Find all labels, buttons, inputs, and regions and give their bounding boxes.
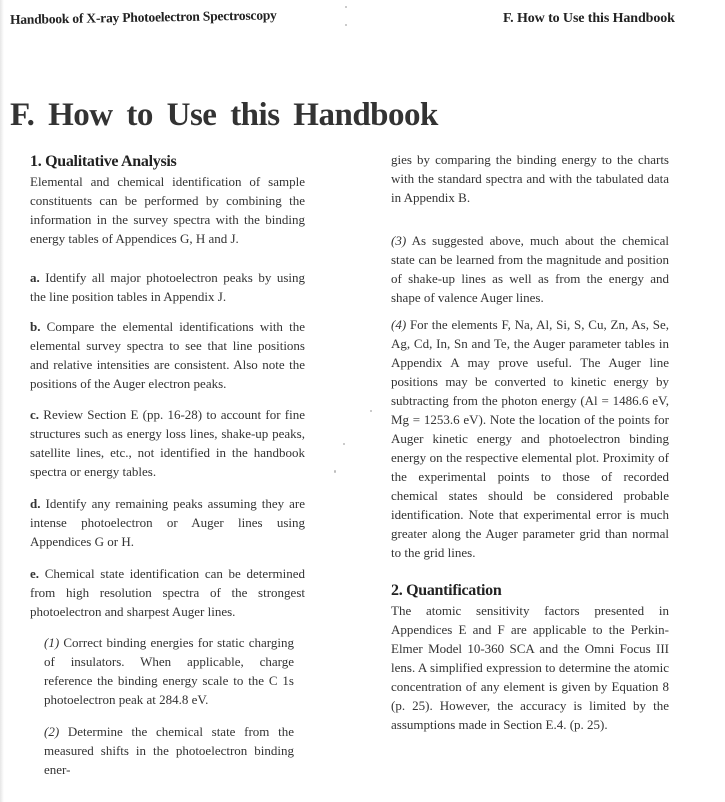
list-item-e	[30, 564, 305, 621]
item-text: Compare the elemental identifications with the elemental survey spectra to see that line positions and relative intensities are consistent. Also note the positions of the Auger electron peaks.	[30, 319, 305, 391]
scan-speck	[345, 24, 347, 26]
section-heading: 1. Qualitative Analysis	[30, 153, 177, 170]
list-item-d	[30, 494, 305, 551]
item-label: e.	[30, 566, 40, 581]
item-label: a.	[30, 270, 40, 285]
item-label: d.	[30, 496, 41, 511]
sub-item-4	[391, 315, 669, 562]
scan-speck	[334, 470, 336, 473]
sub-item-1	[44, 633, 294, 709]
sub-item-text-continued: gies by comparing the binding energy to the charts with the standard spectra and with the tabulated data in Appendix B.	[391, 152, 669, 205]
item-text: Identify all major photoelectron peaks by using the line position tables in Appendix J.	[30, 270, 306, 304]
section-qualitative-analysis	[30, 152, 305, 248]
running-header-section-title: F. How to Use this Handbook	[503, 11, 675, 26]
list-item-a	[30, 268, 305, 306]
section-text: The atomic sensitivity factors presented in Appendices E and F are applicable to the Perkin-Elmer Model 10-360 SCA and the Omni Focus III lens. A simplified expression to determine the atomic concentration of any element is given by Equation 8 (p. 25). However, the accuracy is limited by the assumptions made in Section E.4. (p. 25).	[391, 603, 669, 732]
scan-speck	[345, 6, 347, 8]
section-intro: Elemental and chemical identification of sample constituents can be performed by combining the information in the survey spectra with the binding energy tables of Appendices G, H and J.	[30, 174, 305, 246]
sub-item-text: For the elements F, Na, Al, Si, S, Cu, Zn, As, Se, Ag, Cd, In, Sn and Te, the Auger parameter tables in Appendix A may prove useful. The Auger line positions may be converted to kinetic energy by subtracting from the photon energy (Al = 1486.6 eV, Mg = 1253.6 eV). Note the location of the points for Auger kinetic energy and photoelectron binding energy on the respective elemental plot. Proximity of the experimental points to those of recorded chemical states should be considered probable identification. Note that experimental error is much greater along the Auger parameter grid than normal to the grid lines.	[391, 317, 669, 560]
page-title: F. How to Use this Handbook	[10, 97, 438, 133]
sub-item-2-part1	[44, 722, 294, 779]
sub-item-label: (3)	[391, 233, 407, 248]
sub-item-label: (1)	[44, 635, 60, 650]
section-heading: 2. Quantification	[391, 582, 502, 599]
sub-item-text: As suggested above, much about the chemical state can be learned from the magnitude and position of shake-up lines as well as from the energy and shape of valence Auger lines.	[391, 233, 669, 305]
sub-item-2-part2	[391, 150, 669, 207]
sub-item-text: Correct binding energies for static charging of insulators. When applicable, charge reference the binding energy scale to the C 1s photoelectron peak at 284.8 eV.	[44, 635, 294, 707]
scan-speck	[343, 443, 345, 445]
scan-speck	[370, 410, 372, 412]
sub-item-3	[391, 231, 669, 307]
running-header-book-title: Handbook of X-ray Photoelectron Spectroscopy	[9, 7, 277, 27]
list-item-c	[30, 405, 305, 481]
sub-item-text: Determine the chemical state from the measured shifts in the photoelectron binding ener-	[44, 724, 294, 777]
item-text: Review Section E (pp. 16-28) to account for fine structures such as energy loss lines, shake-up peaks, satellite lines, etc., not identified in the handbook spectra or energy tables.	[30, 407, 305, 479]
item-text: Identify any remaining peaks assuming they are intense photoelectron or Auger lines using Appendices G or H.	[30, 496, 306, 549]
sub-item-label: (4)	[391, 317, 407, 332]
page-edge-shadow	[0, 0, 4, 802]
item-label: b.	[30, 319, 41, 334]
sub-item-label: (2)	[44, 724, 60, 739]
list-item-b	[30, 317, 305, 393]
item-text: Chemical state identification can be determined from high resolution spectra of the strongest photoelectron and sharpest Auger lines.	[30, 566, 306, 619]
item-label: c.	[30, 407, 40, 422]
section-quantification	[391, 581, 669, 734]
